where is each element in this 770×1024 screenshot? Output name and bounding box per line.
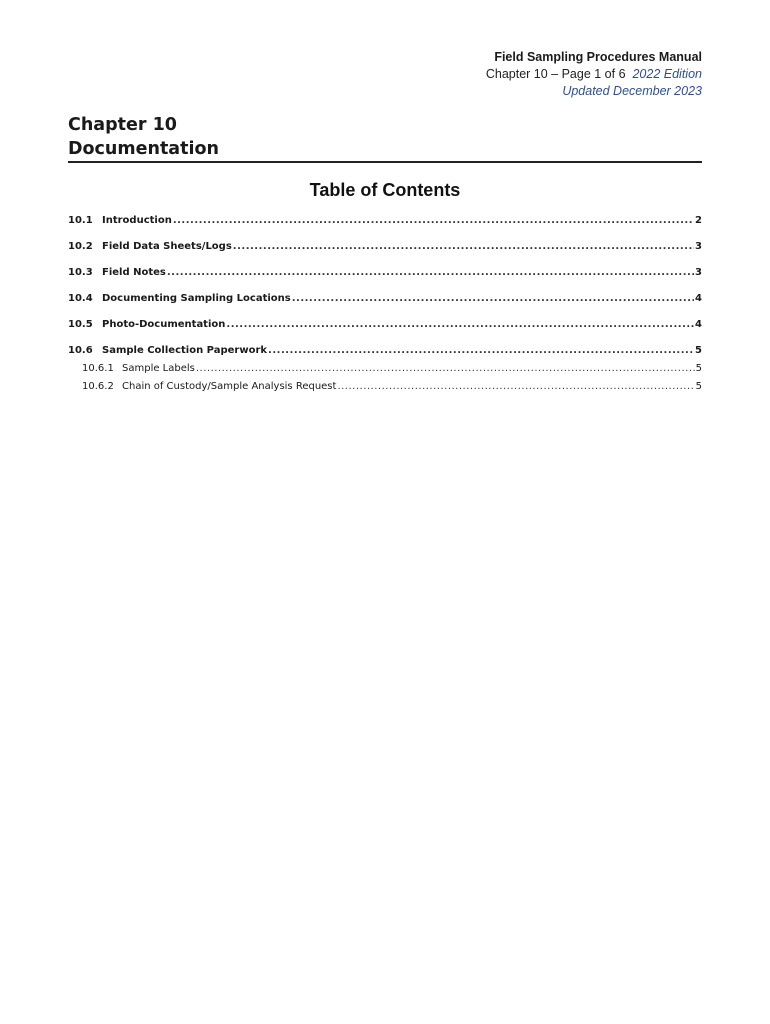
toc-entry-title: Chain of Custody/Sample Analysis Request: [122, 381, 337, 392]
toc-entry-10-6-2[interactable]: [68, 378, 702, 396]
chapter-page-line: [486, 66, 702, 83]
toc-leader-dots: [167, 264, 694, 282]
toc-leader-dots: [292, 290, 694, 308]
toc-leader-dots: [337, 378, 694, 396]
updated-date: Updated December 2023: [562, 84, 702, 98]
toc-leader-dots: [173, 212, 694, 230]
toc-entry-number: 10.6: [68, 345, 93, 356]
edition-label: 2022 Edition: [632, 67, 702, 81]
toc-entry-title: Documenting Sampling Locations: [102, 293, 291, 304]
toc-entry-title: Sample Collection Paperwork: [102, 345, 268, 356]
toc-entry-10-4[interactable]: [68, 290, 702, 308]
toc-entry-page: 3: [695, 267, 702, 278]
toc-entry-number: 10.3: [68, 267, 93, 278]
toc-entry-number: 10.4: [68, 293, 93, 304]
toc-entry-10-6-1[interactable]: [68, 360, 702, 378]
toc-entry-title: Photo-Documentation: [102, 319, 226, 330]
toc-leader-dots: [226, 316, 694, 334]
table-of-contents: [68, 212, 702, 396]
toc-leader-dots: [268, 342, 694, 360]
toc-entry-title: Field Data Sheets/Logs: [102, 241, 232, 252]
manual-title: Field Sampling Procedures Manual: [494, 50, 702, 64]
toc-entry-number: 10.6.1: [82, 363, 114, 374]
toc-entry-10-6[interactable]: [68, 342, 702, 360]
toc-entry-page: 5: [695, 345, 702, 356]
chapter-number: Chapter 10: [68, 115, 177, 135]
toc-entry-page: 5: [695, 363, 702, 374]
page-header: [486, 49, 702, 100]
toc-entry-number: 10.6.2: [82, 381, 114, 392]
toc-entry-page: 2: [695, 215, 702, 226]
toc-entry-number: 10.1: [68, 215, 93, 226]
toc-entry-10-3[interactable]: [68, 264, 702, 282]
toc-entry-page: 5: [695, 381, 702, 392]
toc-entry-10-2[interactable]: [68, 238, 702, 256]
toc-leader-dots: [233, 238, 694, 256]
toc-entry-title: Field Notes: [102, 267, 166, 278]
toc-entry-page: 4: [695, 319, 702, 330]
toc-entry-number: 10.2: [68, 241, 93, 252]
toc-title: Table of Contents: [309, 180, 461, 200]
toc-entry-title: Introduction: [102, 215, 172, 226]
toc-entry-10-5[interactable]: [68, 316, 702, 334]
chapter-page-indicator: Chapter 10 – Page 1 of 6: [485, 67, 626, 81]
toc-entry-title: Sample Labels: [122, 363, 195, 374]
chapter-heading: [68, 113, 702, 163]
chapter-title: Documentation: [68, 137, 702, 163]
toc-entry-page: 3: [695, 241, 702, 252]
toc-leader-dots: [196, 360, 695, 378]
toc-entry-page: 4: [695, 293, 702, 304]
toc-entry-10-1[interactable]: [68, 212, 702, 230]
toc-entry-number: 10.5: [68, 319, 93, 330]
